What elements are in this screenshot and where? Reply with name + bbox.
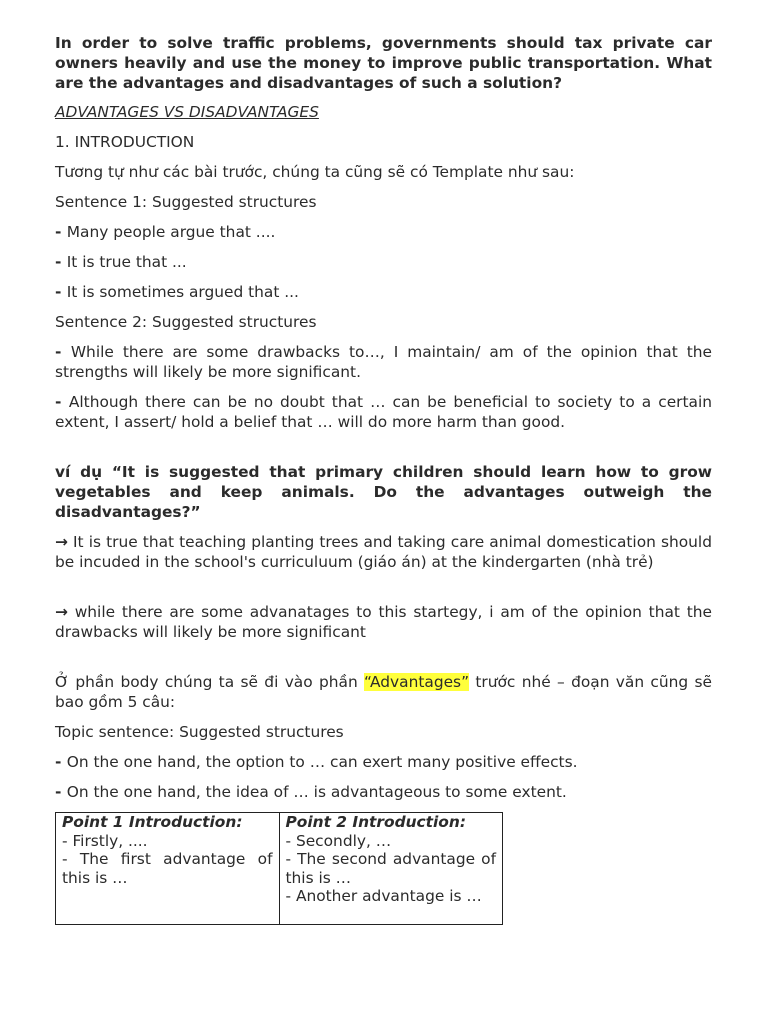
table-row <box>56 813 503 925</box>
points-table <box>55 812 503 925</box>
essay-type-label: ADVANTAGES VS DISADVANTAGES <box>55 103 319 121</box>
point2-heading: Point 2 Introduction: <box>285 813 466 831</box>
sentence1-item: - It is true that ... <box>55 253 187 271</box>
point2-line: - Secondly, … <box>285 831 392 850</box>
point2-line: - The second advantage of this is … <box>285 850 496 887</box>
topic-item: - On the one hand, the idea of … is advantageous to some extent. <box>55 783 567 801</box>
example-answer-1: → It is true that teaching planting trees and taking care animal domestication should be incuded in the school's curriculuum (giáo án) at the kindergarten (nhà trẻ) <box>55 533 712 571</box>
point2-line: - Another advantage is … <box>285 887 482 905</box>
blank-line <box>55 582 712 602</box>
sentence1-item: - Many people argue that .... <box>55 223 276 241</box>
point1-line: - Firstly, .... <box>62 831 148 850</box>
sentence2-heading: Sentence 2: Suggested structures <box>55 313 317 331</box>
essay-question-title: In order to solve traffic problems, governments should tax private car owners heavily and use the money to improve public transportation. What are the advantages and disadvantages of such a solution? <box>55 34 712 92</box>
example-question: ví dụ “It is suggested that primary children should learn how to grow vegetables and keep animals. Do the advantages outweigh the disadvantages?” <box>55 463 712 521</box>
topic-item: - On the one hand, the option to … can exert many positive effects. <box>55 753 578 771</box>
sentence2-item: - Although there can be no doubt that … can be beneficial to society to a certain extent, I assert/ hold a belief that … will do more harm than good. <box>55 393 712 431</box>
introduction-text: Tương tự như các bài trước, chúng ta cũng sẽ có Template như sau: <box>55 163 575 181</box>
topic-sentence-heading: Topic sentence: Suggested structures <box>55 723 344 741</box>
point1-heading: Point 1 Introduction: <box>62 813 243 831</box>
example-answer-2: → while there are some advanatages to this startegy, i am of the opinion that the drawbacks will likely be more significant <box>55 603 712 641</box>
blank-line <box>55 652 712 672</box>
blank-line <box>55 442 712 462</box>
sentence1-heading: Sentence 1: Suggested structures <box>55 193 317 211</box>
table-cell-point2 <box>279 813 503 925</box>
sentence1-item: - It is sometimes argued that ... <box>55 283 299 301</box>
body-intro-text: Ở phần body chúng ta sẽ đi vào phần “Advantages” trước nhé – đoạn văn cũng sẽ bao gồm 5 câu: <box>55 673 712 711</box>
sentence2-item: - While there are some drawbacks to…, I maintain/ am of the opinion that the strengths will likely be more significant. <box>55 343 712 381</box>
arrow-icon: → <box>55 533 68 551</box>
document-content <box>55 33 712 925</box>
table-cell-point1 <box>56 813 280 925</box>
arrow-icon: → <box>55 603 68 621</box>
point1-line: - The first advantage of this is … <box>62 850 273 887</box>
introduction-heading: 1. INTRODUCTION <box>55 133 195 151</box>
highlighted-advantages: “Advantages” <box>364 673 470 691</box>
